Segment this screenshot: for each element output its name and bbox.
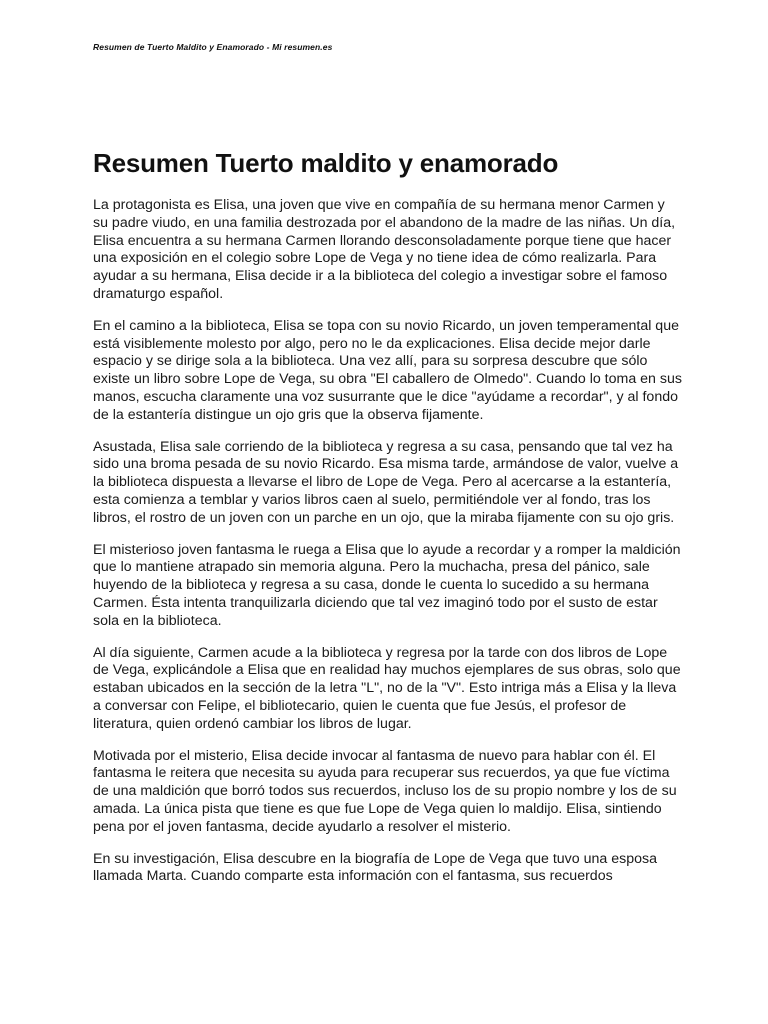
paragraph-5: Al día siguiente, Carmen acude a la biblioteca y regresa por la tarde con dos libros de Lope de Vega, explicándole a Elisa que en realidad hay muchos ejemplares de sus obras, solo que estaban ubicados en la sección de la letra "L", no de la "V". Esto intriga más a Elisa y la lleva a conversar con Felipe, el bibliotecario, quien le cuenta que fue Jesús, el profesor de literatura, quien ordenó cambiar los libros de lugar. — [93, 644, 681, 732]
document-body — [93, 197, 683, 900]
paragraph-1: La protagonista es Elisa, una joven que vive en compañía de su hermana menor Carmen y su padre viudo, en una familia destrozada por el abandono de la madre de las niñas. Un día, Elisa encuentra a su hermana Carmen llorando desconsoladamente porque tiene que hacer una exposición en el colegio sobre Lope de Vega y no tiene idea de cómo realizarla. Para ayudar a su hermana, Elisa decide ir a la biblioteca del colegio a investigar sobre el famoso dramaturgo español. — [93, 197, 676, 302]
paragraph-4: El misterioso joven fantasma le ruega a Elisa que lo ayude a recordar y a romper la maldición que lo mantiene atrapado sin memoria alguna. Pero la muchacha, presa del pánico, sale huyendo de la biblioteca y regresa a su casa, donde le cuenta lo sucedido a su hermana Carmen. Ésta intenta tranquilizarla diciendo que tal vez imaginó todo por el susto de estar sola en la biblioteca. — [93, 541, 681, 629]
paragraph-6: Motivada por el misterio, Elisa decide invocar al fantasma de nuevo para hablar con él. El fantasma le reitera que necesita su ayuda para recuperar sus recuerdos, ya que fue víctima de una maldición que borró todos sus recuerdos, incluso los de su propio nombre y los de su amada. La única pista que tiene es que fue Lope de Vega quien lo maldijo. Elisa, sintiendo pena por el joven fantasma, decide ayudarlo a resolver el misterio. — [93, 747, 677, 835]
paragraph-3: Asustada, Elisa sale corriendo de la biblioteca y regresa a su casa, pensando que tal vez ha sido una broma pesada de su novio Ricardo. Esa misma tarde, armándose de valor, vuelve a la biblioteca dispuesta a llevarse el libro de Lope de Vega. Pero al acercarse a la estantería, esta comienza a temblar y varios libros caen al suelo, permitiéndole ver al fondo, tras los libros, el rostro de un joven con un parche en un ojo, que la miraba fijamente con su ojo gris. — [93, 438, 679, 526]
paragraph-2: En el camino a la biblioteca, Elisa se topa con su novio Ricardo, un joven temperamental que está visiblemente molesto por algo, pero no le da explicaciones. Elisa decide mejor darle espacio y se dirige sola a la biblioteca. Una vez allí, para su sorpresa descubre que sólo existe un libro sobre Lope de Vega, su obra "El caballero de Olmedo". Cuando lo toma en sus manos, escucha claramente una voz susurrante que le dice "ayúdame a recordar", y al fondo de la estantería distingue un ojo gris que la observa fijamente. — [93, 317, 682, 423]
paragraph-7: En su investigación, Elisa descubre en la biografía de Lope de Vega que tuvo una esposa llamada Marta. Cuando comparte esta información con el fantasma, sus recuerdos — [93, 850, 657, 885]
running-header: Resumen de Tuerto Maldito y Enamorado - Mi resumen.es — [93, 42, 333, 52]
document-title: Resumen Tuerto maldito y enamorado — [93, 148, 559, 178]
